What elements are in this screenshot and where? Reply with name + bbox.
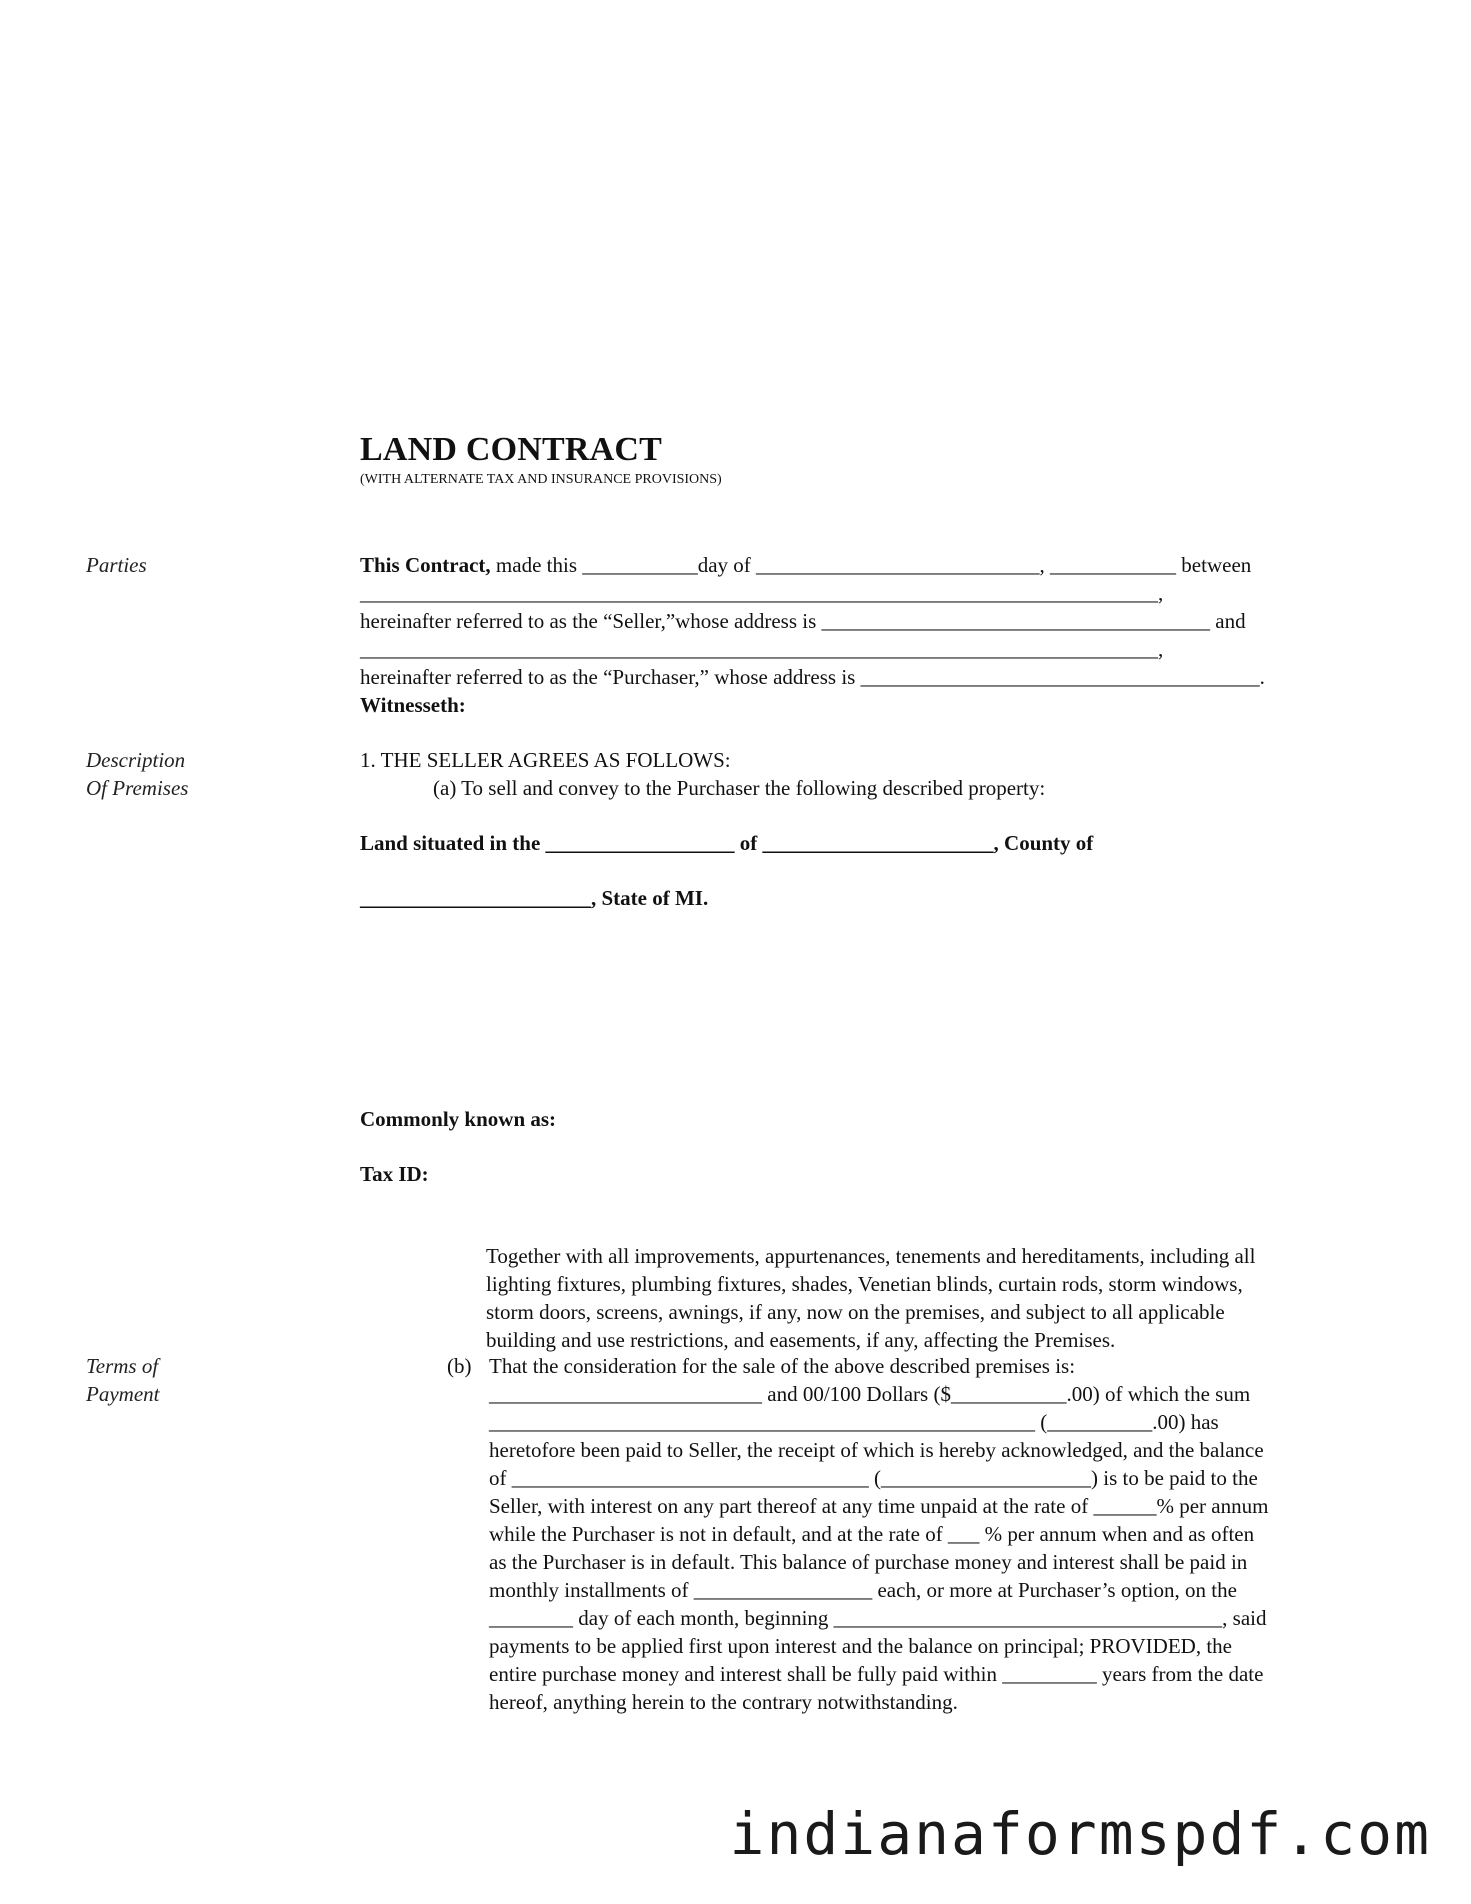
sidebar-label-payment: Payment — [86, 1382, 160, 1406]
item-b-label: (b) — [447, 1354, 472, 1378]
watermark-text: indianaformspdf.com — [729, 1800, 1431, 1868]
tax-id-label: Tax ID: — [360, 1162, 429, 1186]
parties-line-1 — [360, 551, 1380, 579]
document-title: LAND CONTRACT — [360, 431, 663, 468]
payment-line: ____________________________________________________ (__________.00) has — [489, 1410, 1219, 1434]
payment-line: hereof, anything herein to the contrary notwithstanding. — [489, 1690, 958, 1714]
parties-line-1-text: made this ___________day of ___________________________, ____________ between — [490, 553, 1252, 577]
payment-line: That the consideration for the sale of the above described premises is: — [489, 1354, 1076, 1378]
witnesseth-label: Witnesseth: — [360, 693, 466, 717]
parties-line-2: ____________________________________________________________________________, — [360, 581, 1164, 605]
state-line: ______________________, State of MI. — [360, 886, 709, 910]
payment-line: while the Purchaser is not in default, and at the rate of ___ % per annum when and as often — [489, 1522, 1255, 1546]
together-line: lighting fixtures, plumbing fixtures, shades, Venetian blinds, curtain rods, storm windows, — [486, 1272, 1243, 1296]
payment-line: payments to be applied first upon interest and the balance on principal; PROVIDED, the — [489, 1634, 1232, 1658]
seller-agrees-heading: 1. THE SELLER AGREES AS FOLLOWS: — [360, 748, 731, 772]
payment-line: heretofore been paid to Seller, the receipt of which is hereby acknowledged, and the balance — [489, 1438, 1264, 1462]
item-a-sell-convey: (a) To sell and convey to the Purchaser the following described property: — [433, 776, 1046, 800]
purchaser-address-line: hereinafter referred to as the “Purchaser,” whose address is ______________________________________. — [360, 665, 1265, 689]
payment-line: __________________________ and 00/100 Dollars ($___________.00) of which the sum — [489, 1382, 1251, 1406]
parties-line-4: ____________________________________________________________________________, — [360, 637, 1164, 661]
this-contract-label: This Contract, — [360, 553, 491, 577]
together-line: building and use restrictions, and easements, if any, affecting the Premises. — [486, 1328, 1116, 1352]
land-situated-line: Land situated in the __________________ of ______________________, County of — [360, 831, 1094, 855]
together-line: storm doors, screens, awnings, if any, now on the premises, and subject to all applicable — [486, 1300, 1225, 1324]
payment-line: entire purchase money and interest shall be fully paid within _________ years from the date — [489, 1662, 1264, 1686]
sidebar-label-parties: Parties — [86, 553, 147, 577]
payment-line: as the Purchaser is in default. This balance of purchase money and interest shall be paid in — [489, 1550, 1248, 1574]
commonly-known-label: Commonly known as: — [360, 1107, 557, 1131]
payment-line: Seller, with interest on any part thereof at any time unpaid at the rate of ______% per annum — [489, 1494, 1269, 1518]
payment-line: ________ day of each month, beginning _____________________________________, said — [489, 1606, 1267, 1630]
sidebar-label-terms-of: Terms of — [86, 1354, 159, 1378]
seller-address-line: hereinafter referred to as the “Seller,”whose address is _____________________________________ and — [360, 609, 1246, 633]
sidebar-label-of-premises: Of Premises — [86, 776, 189, 800]
document-subtitle: (WITH ALTERNATE TAX AND INSURANCE PROVISIONS) — [360, 472, 722, 487]
payment-line: monthly installments of _________________ each, or more at Purchaser’s option, on the — [489, 1578, 1237, 1602]
together-line: Together with all improvements, appurtenances, tenements and hereditaments, including all — [486, 1244, 1256, 1268]
payment-line: of __________________________________ (____________________) is to be paid to the — [489, 1466, 1258, 1490]
sidebar-label-description: Description — [86, 748, 186, 772]
